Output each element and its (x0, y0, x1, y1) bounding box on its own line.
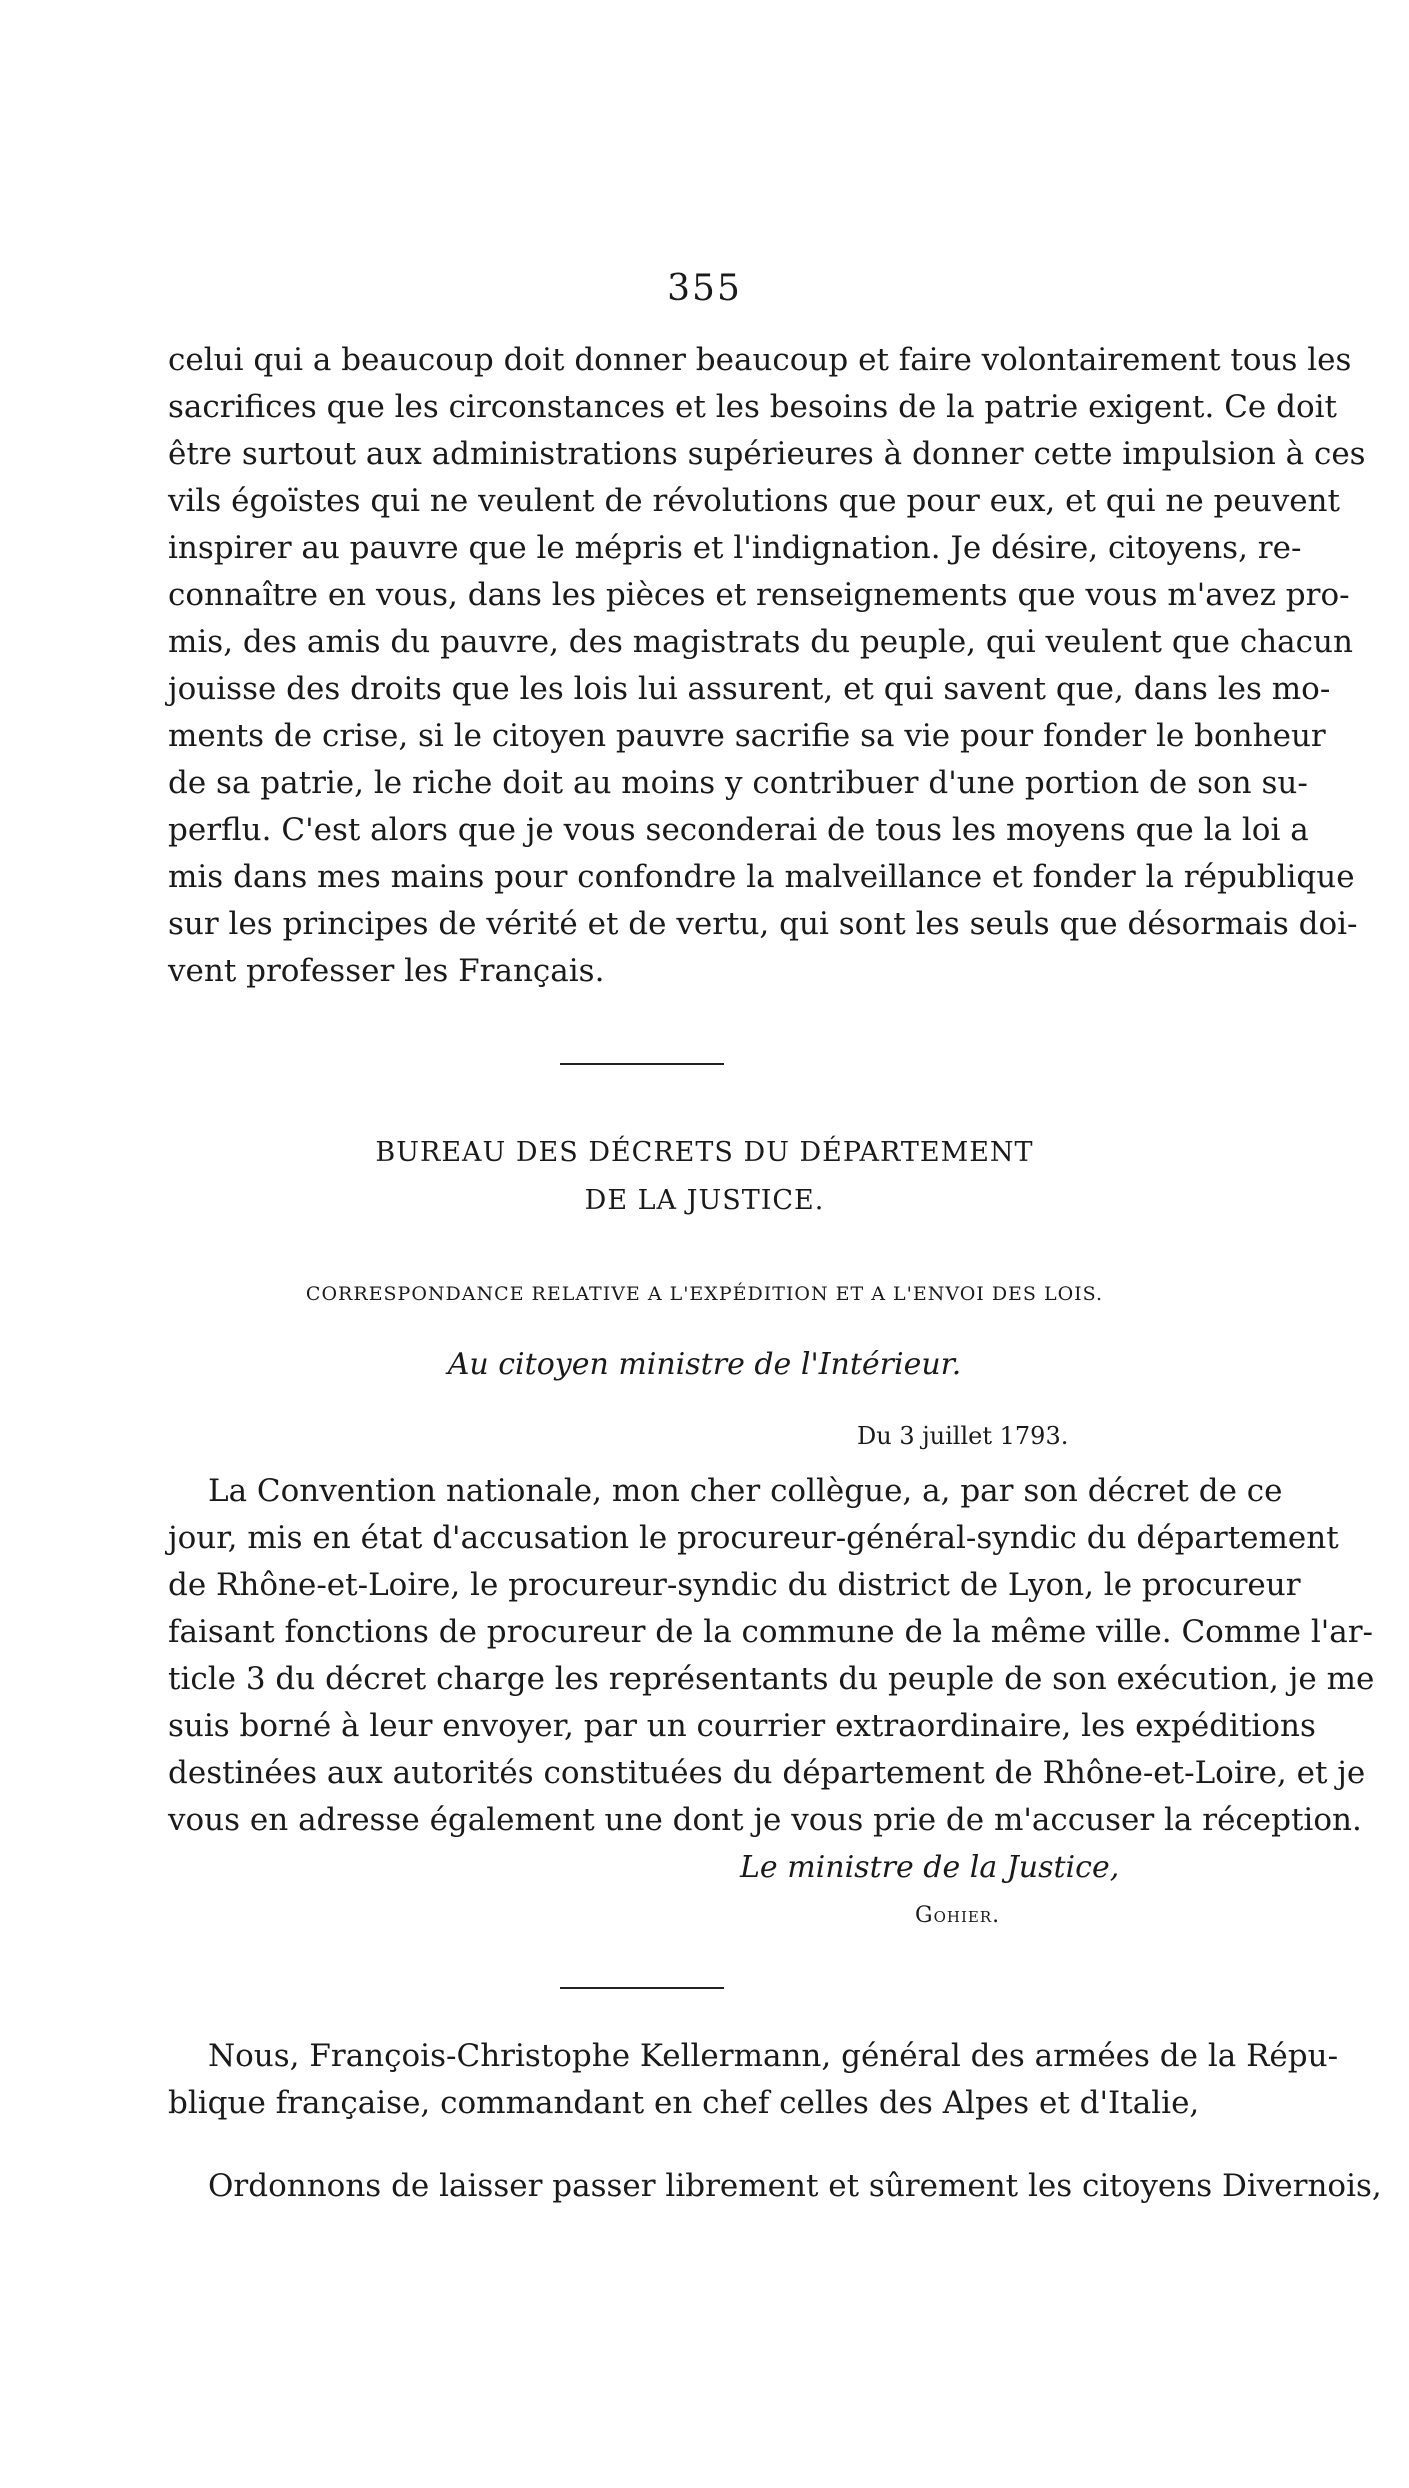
section-divider (560, 1987, 724, 1989)
paragraph-letter-body (168, 1468, 1375, 1844)
text-line: vent professer les Français. (168, 953, 605, 989)
letter-date: Du 3 juillet 1793. (857, 1422, 1069, 1450)
text-line: être surtout aux administrations supérieures à donner cette impulsion à ces (168, 436, 1366, 472)
text-line: blique française, commandant en chef celles des Alpes et d'Italie, (168, 2085, 1200, 2121)
text-line: ticle 3 du décret charge les représentants du peuple de son exécution, je me (168, 1661, 1375, 1697)
text-line: suis borné à leur envoyer, par un courrier extraordinaire, les expéditions (168, 1708, 1316, 1744)
text-line: de sa patrie, le riche doit au moins y contribuer d'une portion de son su- (168, 765, 1308, 801)
text-line: ments de crise, si le citoyen pauvre sacrifie sa vie pour fonder le bonheur (168, 718, 1326, 754)
text-line: jouisse des droits que les lois lui assurent, et qui savent que, dans les mo- (168, 671, 1331, 707)
paragraph-kellermann (168, 2033, 1339, 2127)
text-line: Nous, François-Christophe Kellermann, général des armées de la Répu- (208, 2038, 1339, 2074)
text-line: inspirer au pauvre que le mépris et l'indignation. Je désire, citoyens, re- (168, 530, 1302, 566)
text-line: destinées aux autorités constituées du département de Rhône-et-Loire, et je (168, 1755, 1366, 1791)
section-subheading: CORRESPONDANCE RELATIVE A L'EXPÉDITION ET A L'ENVOI DES LOIS. (305, 1283, 1104, 1305)
paragraph-ordonnons (168, 2163, 1382, 2210)
signature-name: Gohier. (915, 1903, 1001, 1928)
text-line: jour, mis en état d'accusation le procureur-général-syndic du département (168, 1520, 1339, 1556)
text-line: sur les principes de vérité et de vertu, qui sont les seuls que désormais doi- (168, 906, 1358, 942)
signature-title: Le ministre de la Justice, (740, 1850, 1120, 1885)
text-line: vils égoïstes qui ne veulent de révolutions que pour eux, et qui ne peuvent (168, 483, 1340, 519)
text-line: faisant fonctions de procureur de la commune de la même ville. Comme l'ar- (168, 1614, 1374, 1650)
text-line: connaître en vous, dans les pièces et renseignements que vous m'avez pro- (168, 577, 1350, 613)
paragraph-letter-closing (168, 337, 1366, 995)
text-line: perflu. C'est alors que je vous seconderai de tous les moyens que la loi a (168, 812, 1309, 848)
text-line: La Convention nationale, mon cher collègue, a, par son décret de ce (208, 1473, 1283, 1509)
section-heading-continued: DE LA JUSTICE. (584, 1185, 825, 1216)
section-heading: BUREAU DES DÉCRETS DU DÉPARTEMENT (375, 1137, 1034, 1168)
text-line: de Rhône-et-Loire, le procureur-syndic du district de Lyon, le procureur (168, 1567, 1301, 1603)
text-line: Ordonnons de laisser passer librement et sûrement les citoyens Divernois, (208, 2168, 1382, 2204)
section-divider (560, 1063, 724, 1065)
text-line: celui qui a beaucoup doit donner beaucoup et faire volontairement tous les (168, 342, 1352, 378)
text-line: mis, des amis du pauvre, des magistrats du peuple, qui veulent que chacun (168, 624, 1353, 660)
text-line: vous en adresse également une dont je vous prie de m'accuser la réception. (168, 1802, 1362, 1838)
text-line: mis dans mes mains pour confondre la malveillance et fonder la république (168, 859, 1355, 895)
page-number: 355 (667, 268, 742, 309)
letter-addressee: Au citoyen ministre de l'Intérieur. (447, 1347, 962, 1382)
text-line: sacrifices que les circonstances et les besoins de la patrie exigent. Ce doit (168, 389, 1337, 425)
